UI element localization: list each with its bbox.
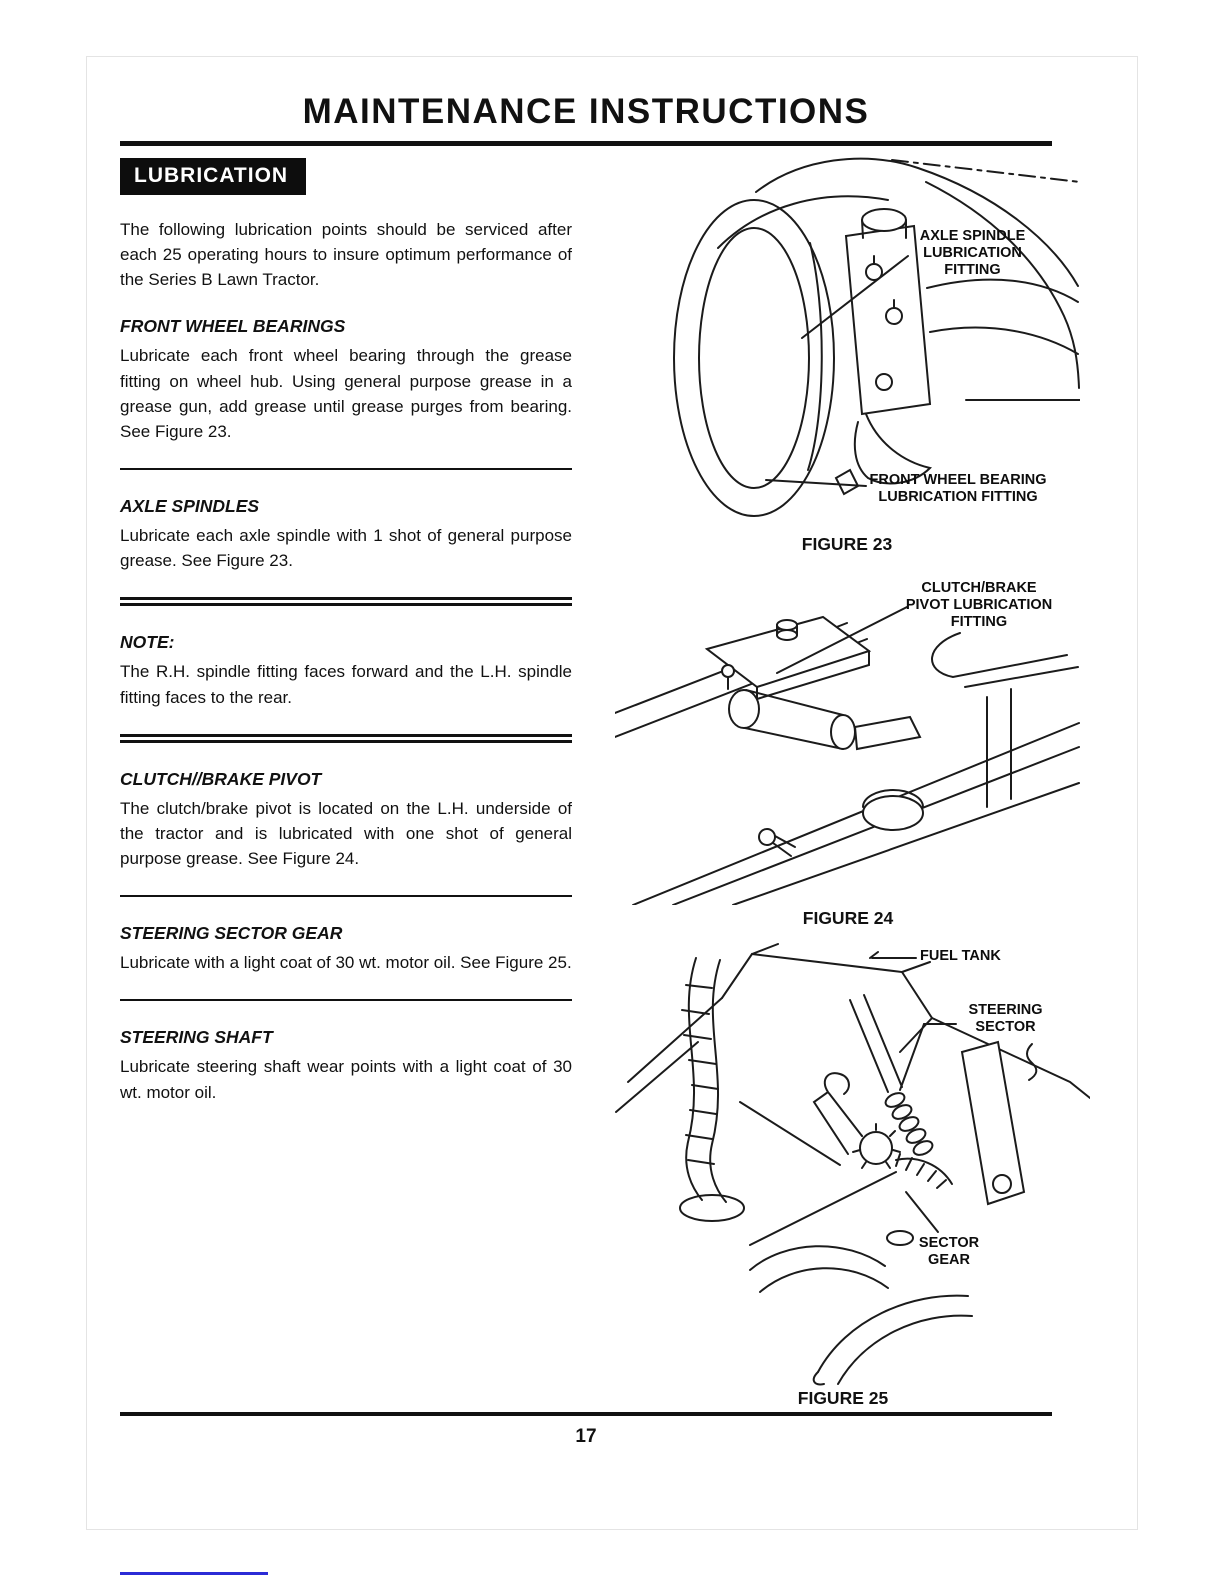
article-heading-clutch-brake-pivot: CLUTCH//BRAKE PIVOT xyxy=(120,768,322,789)
article-body-clutch-brake-pivot: The clutch/brake pivot is located on the L.H. underside of the tractor and is lubricated with one shot of general purpose grease. See Figure 24. xyxy=(120,798,572,869)
intro-paragraph: The following lubrication points should be serviced after each 25 operating hours to insure optimum performance of the Series B Lawn Tractor. xyxy=(120,220,572,290)
article-heading-note: NOTE: xyxy=(120,632,175,653)
article-body-steering-sector-gear: Lubricate with a light coat of 30 wt. motor oil. See Figure 25. xyxy=(120,953,572,973)
figure-23-illustration xyxy=(660,148,1080,528)
figure-24-label-clutch-brake-pivot: CLUTCH/BRAKE PIVOT LUBRICATION FITTING xyxy=(905,580,1053,631)
footer-divider xyxy=(120,1412,1052,1416)
page-number: 17 xyxy=(575,1426,597,1447)
figure-25-label-steering-sector: STEERING SECTOR xyxy=(968,1002,1043,1036)
figure-23-label-axle-spindle: AXLE SPINDLE LUBRICATION FITTING xyxy=(919,228,1026,279)
figure-23-caption: FIGURE 23 xyxy=(801,534,893,554)
article-body-front-wheel-bearings: Lubricate each front wheel bearing through the grease fitting on wheel hub. Using general purpose grease in a grease gun, add grease until grease purges from bearing. See Figure 23. xyxy=(120,346,572,441)
divider xyxy=(120,468,572,470)
article-heading-steering-shaft: STEERING SHAFT xyxy=(120,1027,273,1048)
article-body-axle-spindles: Lubricate each axle spindle with 1 shot of general purpose grease. See Figure 23. xyxy=(120,526,572,571)
divider-double xyxy=(120,734,572,743)
text-column xyxy=(120,158,572,1129)
article-heading-steering-sector-gear: STEERING SECTOR GEAR xyxy=(120,923,343,944)
lubrication-section-badge: LUBRICATION xyxy=(120,158,306,195)
figure-23-label-front-wheel-bearing: FRONT WHEEL BEARING LUBRICATION FITTING xyxy=(869,472,1047,506)
title-divider xyxy=(120,141,1052,146)
divider xyxy=(120,895,572,897)
figure-25-caption: FIGURE 25 xyxy=(797,1388,889,1408)
footer-blue-line xyxy=(120,1572,268,1575)
article-heading-front-wheel-bearings: FRONT WHEEL BEARINGS xyxy=(120,316,346,337)
figure-24-caption: FIGURE 24 xyxy=(802,908,894,928)
page-title: MAINTENANCE INSTRUCTIONS xyxy=(302,92,870,131)
figure-25-label-fuel-tank: FUEL TANK xyxy=(920,948,1001,964)
divider xyxy=(120,999,572,1001)
article-heading-axle-spindles: AXLE SPINDLES xyxy=(120,496,260,517)
article-body-note: The R.H. spindle fitting faces forward and the L.H. spindle fitting faces to the rear. xyxy=(120,662,572,707)
figure-25-label-sector-gear: SECTOR GEAR xyxy=(918,1235,980,1269)
divider-double xyxy=(120,597,572,606)
article-body-steering-shaft: Lubricate steering shaft wear points with a light coat of 30 wt. motor oil. xyxy=(120,1057,572,1102)
